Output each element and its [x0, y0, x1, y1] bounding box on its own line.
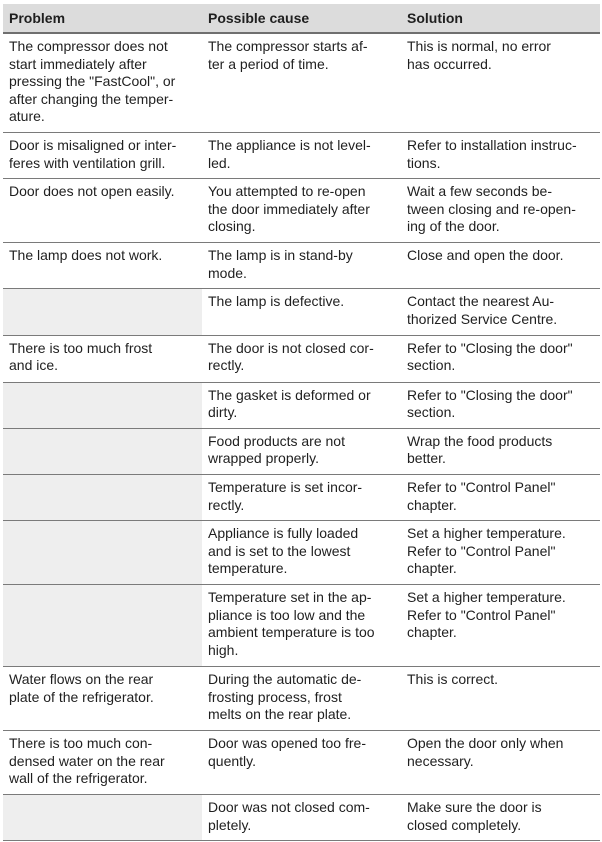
cell-problem	[3, 667, 202, 731]
header-possible-cause: Possible cause	[202, 4, 401, 33]
cell-text-line: Wrap the food products	[407, 432, 553, 449]
cell-text-line: feres with ventilation grill.	[9, 154, 166, 171]
cell-solution	[401, 521, 600, 585]
cell-problem	[3, 243, 202, 289]
cell-text-line: ing of the door.	[407, 218, 500, 235]
cell-text-line: Appliance is fully loaded	[208, 525, 359, 542]
cell-text-line: melts on the rear plate.	[208, 706, 352, 723]
table-row	[3, 289, 600, 335]
cell-text-line: Door was not closed com-	[208, 799, 370, 816]
table-body	[3, 33, 600, 841]
cell-text-line: The lamp does not work.	[9, 247, 163, 264]
cell-solution	[401, 428, 600, 474]
cell-text-line: led.	[208, 154, 231, 171]
cell-text-line: densed water on the rear	[9, 752, 165, 769]
cell-solution	[401, 335, 600, 382]
cell-text-line: and ice.	[9, 357, 59, 374]
cell-text-line: the door immediately after	[208, 200, 370, 217]
cell-possible-cause	[202, 795, 401, 841]
cell-solution	[401, 585, 600, 667]
table-row	[3, 132, 600, 178]
table-header	[3, 4, 600, 33]
cell-text-line: Refer to "Closing the door"	[407, 339, 573, 356]
cell-solution	[401, 382, 600, 428]
cell-possible-cause	[202, 243, 401, 289]
cell-problem	[3, 179, 202, 243]
cell-solution	[401, 667, 600, 731]
cell-text-line: Door was opened too fre-	[208, 735, 366, 752]
cell-text-line: pliance is too low and the	[208, 606, 366, 623]
cell-text-line: has occurred.	[407, 55, 492, 72]
cell-text-line: wrapped properly.	[208, 450, 320, 467]
cell-text-line: pressing the "FastCool", or	[9, 73, 176, 90]
cell-text-line: The door is not closed cor-	[208, 339, 374, 356]
cell-text-line: Door is misaligned or inter-	[9, 136, 177, 153]
cell-text-line: quently.	[208, 752, 256, 769]
cell-text-line: ature.	[9, 108, 45, 125]
cell-text-line: Set a higher temperature.	[407, 589, 566, 606]
cell-problem	[3, 731, 202, 795]
cell-text-line: after changing the temper-	[9, 90, 174, 107]
cell-text-line: Refer to "Control Panel"	[407, 542, 556, 559]
table-row	[3, 474, 600, 520]
cell-text-line: start immediately after	[9, 55, 147, 72]
header-solution: Solution	[401, 4, 600, 33]
cell-text-line: plate of the refrigerator.	[9, 688, 154, 705]
cell-text-line: and is set to the lowest	[208, 542, 351, 559]
cell-possible-cause	[202, 585, 401, 667]
cell-text-line: tween closing and re-open-	[407, 200, 576, 217]
cell-text-line: dirty.	[208, 404, 238, 421]
table-row	[3, 521, 600, 585]
cell-possible-cause	[202, 382, 401, 428]
cell-problem	[3, 132, 202, 178]
cell-problem	[3, 428, 202, 474]
cell-text-line: Make sure the door is	[407, 799, 542, 816]
cell-solution	[401, 795, 600, 841]
cell-text-line: During the automatic de-	[208, 671, 362, 688]
header-row	[3, 4, 600, 33]
cell-text-line: Food products are not	[208, 432, 345, 449]
cell-text-line: wall of the refrigerator.	[9, 770, 148, 787]
cell-text-line: tions.	[407, 154, 441, 171]
table-row	[3, 795, 600, 841]
table-row	[3, 243, 600, 289]
cell-text-line: mode.	[208, 264, 247, 281]
cell-text-line: Temperature set in the ap-	[208, 589, 372, 606]
cell-text-line: chapter.	[407, 624, 457, 641]
cell-text-line: Close and open the door.	[407, 247, 564, 264]
cell-text-line: frosting process, frost	[208, 688, 342, 705]
cell-problem	[3, 33, 202, 132]
cell-text-line: section.	[407, 404, 456, 421]
cell-text-line: high.	[208, 641, 239, 658]
cell-text-line: Contact the nearest Au-	[407, 293, 555, 310]
cell-text-line: ambient temperature is too	[208, 624, 375, 641]
cell-text-line: chapter.	[407, 560, 457, 577]
cell-solution	[401, 243, 600, 289]
cell-text-line: The lamp is in stand-by	[208, 247, 353, 264]
cell-text-line: Refer to installation instruc-	[407, 136, 577, 153]
table-row	[3, 585, 600, 667]
table-row	[3, 667, 600, 731]
troubleshooting-table	[3, 4, 600, 841]
cell-text-line: necessary.	[407, 752, 474, 769]
cell-text-line: You attempted to re-open	[208, 183, 366, 200]
cell-possible-cause	[202, 132, 401, 178]
cell-text-line: This is normal, no error	[407, 38, 551, 54]
cell-solution	[401, 33, 600, 132]
cell-text-line: The compressor starts af-	[208, 38, 368, 54]
cell-possible-cause	[202, 179, 401, 243]
cell-possible-cause	[202, 521, 401, 585]
table-row	[3, 731, 600, 795]
cell-problem	[3, 289, 202, 335]
cell-solution	[401, 731, 600, 795]
cell-text-line: better.	[407, 450, 446, 467]
cell-text-line: pletely.	[208, 816, 252, 833]
table-row	[3, 33, 600, 132]
cell-possible-cause	[202, 667, 401, 731]
cell-text-line: chapter.	[407, 496, 457, 513]
cell-text-line: There is too much con-	[9, 735, 153, 752]
cell-text-line: Water flows on the rear	[9, 671, 154, 688]
cell-text-line: Refer to "Closing the door"	[407, 386, 573, 403]
cell-text-line: temperature.	[208, 560, 288, 577]
cell-solution	[401, 132, 600, 178]
cell-possible-cause	[202, 289, 401, 335]
cell-text-line: closed completely.	[407, 816, 522, 833]
cell-solution	[401, 474, 600, 520]
cell-problem	[3, 382, 202, 428]
header-problem: Problem	[3, 4, 202, 33]
cell-problem	[3, 474, 202, 520]
cell-solution	[401, 289, 600, 335]
cell-text-line: Wait a few seconds be-	[407, 183, 552, 200]
cell-text-line: rectly.	[208, 357, 245, 374]
cell-text-line: The lamp is defective.	[208, 293, 345, 310]
cell-text-line: ter a period of time.	[208, 55, 329, 72]
cell-text-line: Door does not open easily.	[9, 183, 175, 200]
cell-text-line: Refer to "Control Panel"	[407, 478, 556, 495]
cell-text-line: The gasket is deformed or	[208, 386, 371, 403]
cell-text-line: There is too much frost	[9, 339, 153, 356]
cell-possible-cause	[202, 428, 401, 474]
cell-possible-cause	[202, 474, 401, 520]
cell-text-line: Open the door only when	[407, 735, 564, 752]
cell-problem	[3, 795, 202, 841]
table-row	[3, 179, 600, 243]
cell-text-line: Refer to "Control Panel"	[407, 606, 556, 623]
cell-text-line: Temperature is set incor-	[208, 478, 363, 495]
cell-text-line: Set a higher temperature.	[407, 525, 566, 542]
cell-text-line: rectly.	[208, 496, 245, 513]
cell-problem	[3, 521, 202, 585]
cell-text-line: section.	[407, 357, 456, 374]
table-row	[3, 428, 600, 474]
cell-text-line: This is correct.	[407, 671, 499, 688]
table-row	[3, 382, 600, 428]
cell-problem	[3, 585, 202, 667]
cell-possible-cause	[202, 335, 401, 382]
cell-problem	[3, 335, 202, 382]
cell-possible-cause	[202, 731, 401, 795]
cell-possible-cause	[202, 33, 401, 132]
cell-solution	[401, 179, 600, 243]
table-row	[3, 335, 600, 382]
cell-text-line: closing.	[208, 218, 256, 235]
cell-text-line: The appliance is not level-	[208, 136, 371, 153]
cell-text-line: thorized Service Centre.	[407, 310, 558, 327]
cell-text-line: The compressor does not	[9, 38, 168, 54]
